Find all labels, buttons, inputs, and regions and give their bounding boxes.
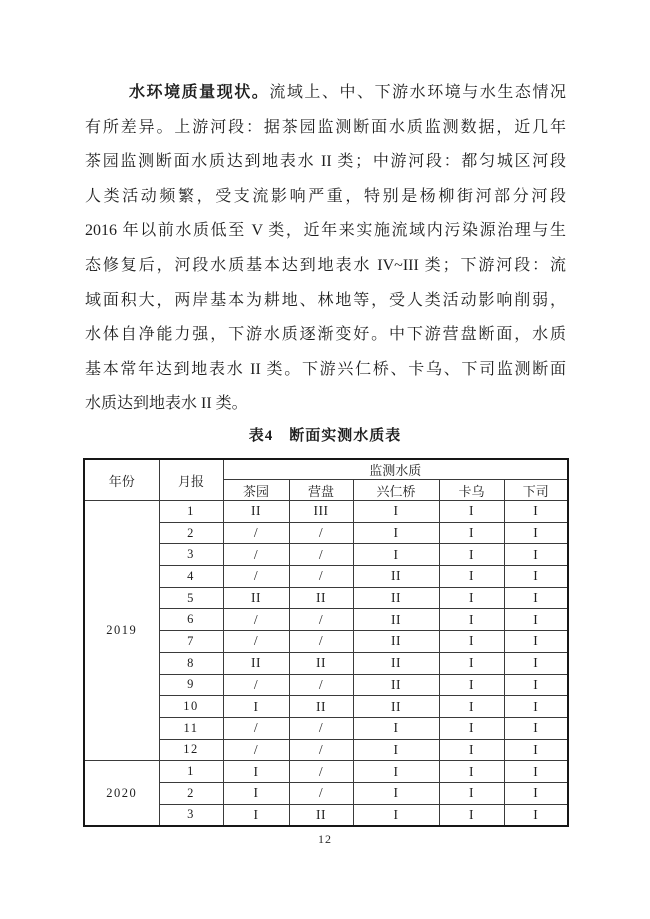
value-cell: II xyxy=(223,501,289,523)
value-cell: II xyxy=(223,652,289,674)
value-cell: II xyxy=(353,631,439,653)
value-cell: I xyxy=(504,544,568,566)
value-cell: I xyxy=(504,501,568,523)
value-cell: / xyxy=(289,782,353,804)
water-quality-table xyxy=(83,458,569,827)
paragraph-lead-bold: 水环境质量现状。 xyxy=(129,84,270,101)
value-cell: I xyxy=(504,609,568,631)
paragraph-line: 基本常年达到地表水 II 类。下游兴仁桥、卡乌、下司监测断面 xyxy=(85,360,566,378)
month-cell: 2 xyxy=(159,522,223,544)
value-cell: / xyxy=(289,522,353,544)
value-cell: I xyxy=(439,522,504,544)
paragraph-line-text: 流域上、中、下游水环境与水生态情况 xyxy=(269,84,566,101)
month-cell: 4 xyxy=(159,566,223,588)
value-cell: I xyxy=(439,696,504,718)
paragraph-line: 有所差异。上游河段：据茶园监测断面水质监测数据，近几年 xyxy=(85,118,566,136)
value-cell: II xyxy=(289,804,353,826)
paragraph-line: 2016 年以前水质低至 V 类，近年来实施流域内污染源治理与生 xyxy=(85,222,566,240)
month-cell: 12 xyxy=(159,739,223,761)
month-cell: 7 xyxy=(159,631,223,653)
header-station: 下司 xyxy=(504,480,568,501)
month-cell: 2 xyxy=(159,782,223,804)
month-cell: 1 xyxy=(159,761,223,783)
table-caption: 表4 断面实测水质表 xyxy=(248,428,402,444)
page-number: 12 xyxy=(318,832,332,846)
value-cell: I xyxy=(353,544,439,566)
paragraph-line: 态修复后，河段水质基本达到地表水 IV~III 类；下游河段：流 xyxy=(85,256,566,274)
value-cell: / xyxy=(289,609,353,631)
header-station: 营盘 xyxy=(289,480,353,501)
value-cell: I xyxy=(353,739,439,761)
value-cell: / xyxy=(223,717,289,739)
value-cell: / xyxy=(289,739,353,761)
month-cell: 5 xyxy=(159,587,223,609)
header-station: 兴仁桥 xyxy=(353,480,439,501)
paragraph-line: 人类活动频繁，受支流影响严重，特别是杨柳街河部分河段 xyxy=(85,187,566,205)
value-cell: / xyxy=(289,631,353,653)
month-cell: 1 xyxy=(159,501,223,523)
value-cell: I xyxy=(439,587,504,609)
table-row xyxy=(84,761,568,783)
month-cell: 11 xyxy=(159,717,223,739)
value-cell: I xyxy=(504,761,568,783)
value-cell: / xyxy=(223,739,289,761)
value-cell: I xyxy=(504,674,568,696)
value-cell: II xyxy=(223,587,289,609)
value-cell: I xyxy=(439,717,504,739)
value-cell: I xyxy=(353,804,439,826)
value-cell: I xyxy=(504,696,568,718)
month-cell: 8 xyxy=(159,652,223,674)
header-station: 茶园 xyxy=(223,480,289,501)
month-cell: 3 xyxy=(159,544,223,566)
value-cell: I xyxy=(439,782,504,804)
value-cell: / xyxy=(223,631,289,653)
value-cell: I xyxy=(223,782,289,804)
value-cell: I xyxy=(439,652,504,674)
value-cell: I xyxy=(504,652,568,674)
value-cell: / xyxy=(223,522,289,544)
value-cell: I xyxy=(353,782,439,804)
paragraph-line xyxy=(85,76,566,111)
value-cell: I xyxy=(439,674,504,696)
value-cell: II xyxy=(353,587,439,609)
value-cell: I xyxy=(504,631,568,653)
value-cell: I xyxy=(353,761,439,783)
table-row xyxy=(84,501,568,523)
value-cell: / xyxy=(289,566,353,588)
value-cell: II xyxy=(289,652,353,674)
body-paragraph xyxy=(85,76,566,422)
value-cell: I xyxy=(504,522,568,544)
header-month: 月报 xyxy=(159,459,223,501)
header-group: 监测水质 xyxy=(223,459,568,480)
value-cell: / xyxy=(223,674,289,696)
value-cell: II xyxy=(353,652,439,674)
value-cell: / xyxy=(289,761,353,783)
value-cell: / xyxy=(223,544,289,566)
value-cell: I xyxy=(353,717,439,739)
value-cell: / xyxy=(289,674,353,696)
value-cell: I xyxy=(353,501,439,523)
value-cell: I xyxy=(504,717,568,739)
value-cell: I xyxy=(504,566,568,588)
value-cell: I xyxy=(439,544,504,566)
value-cell: I xyxy=(504,804,568,826)
value-cell: I xyxy=(439,739,504,761)
value-cell: I xyxy=(439,501,504,523)
value-cell: II xyxy=(353,674,439,696)
value-cell: I xyxy=(504,587,568,609)
value-cell: I xyxy=(439,566,504,588)
value-cell: II xyxy=(289,587,353,609)
month-cell: 3 xyxy=(159,804,223,826)
value-cell: II xyxy=(289,696,353,718)
value-cell: I xyxy=(439,609,504,631)
paragraph-line: 水质达到地表水 II 类。 xyxy=(85,395,248,413)
value-cell: / xyxy=(289,544,353,566)
value-cell: II xyxy=(353,566,439,588)
value-cell: III xyxy=(289,501,353,523)
header-station: 卡乌 xyxy=(439,480,504,501)
value-cell: I xyxy=(223,761,289,783)
value-cell: I xyxy=(439,804,504,826)
month-cell: 10 xyxy=(159,696,223,718)
value-cell: / xyxy=(223,566,289,588)
value-cell: I xyxy=(223,804,289,826)
table-header-row xyxy=(84,459,568,480)
year-cell: 2019 xyxy=(84,501,159,761)
value-cell: I xyxy=(353,522,439,544)
month-cell: 9 xyxy=(159,674,223,696)
header-year: 年份 xyxy=(84,459,159,501)
month-cell: 6 xyxy=(159,609,223,631)
year-cell: 2020 xyxy=(84,761,159,826)
paragraph-line: 水体自净能力强，下游水质逐渐变好。中下游营盘断面，水质 xyxy=(85,326,566,344)
value-cell: I xyxy=(504,782,568,804)
value-cell: / xyxy=(289,717,353,739)
value-cell: I xyxy=(504,739,568,761)
value-cell: I xyxy=(439,631,504,653)
value-cell: / xyxy=(223,609,289,631)
value-cell: I xyxy=(223,696,289,718)
paragraph-line: 茶园监测断面水质达到地表水 II 类；中游河段：都匀城区河段 xyxy=(85,153,566,171)
paragraph-line: 域面积大，两岸基本为耕地、林地等，受人类活动影响削弱， xyxy=(85,291,566,309)
value-cell: II xyxy=(353,696,439,718)
value-cell: I xyxy=(439,761,504,783)
value-cell: II xyxy=(353,609,439,631)
